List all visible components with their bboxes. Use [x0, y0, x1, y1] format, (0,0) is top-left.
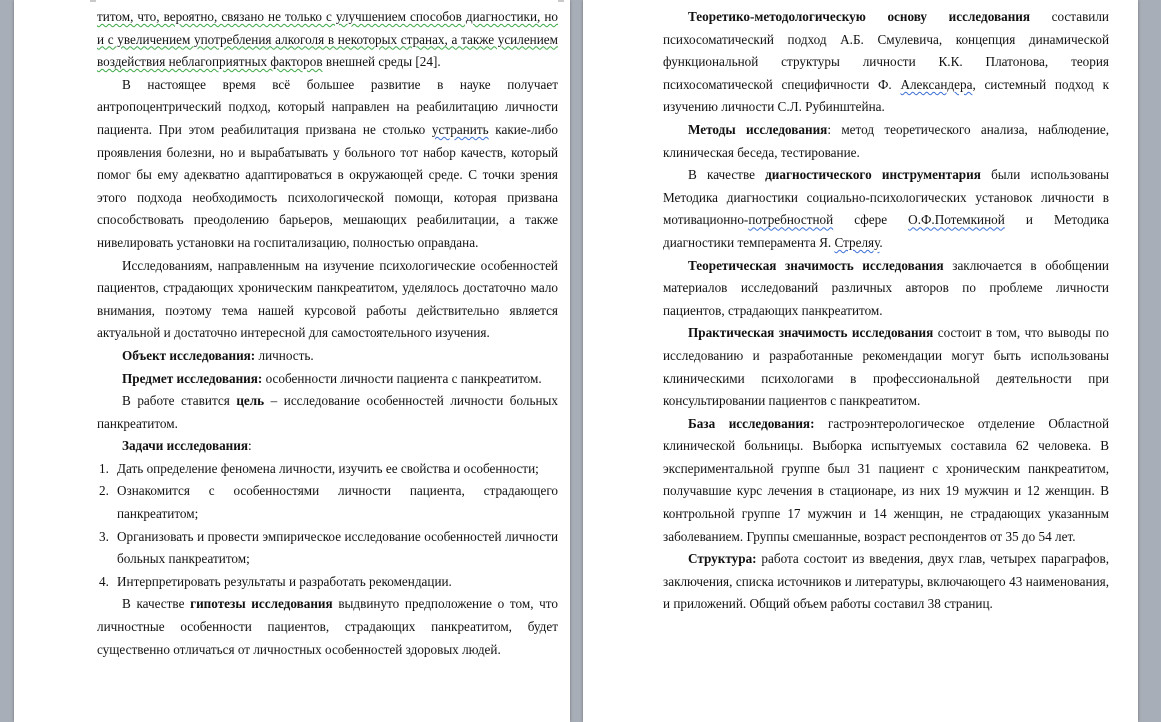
- bold-label: База исследования:: [688, 415, 815, 431]
- paragraph-text: какие-либо проявления болезни, но и вырабатывать у больного тот набор качеств, который помог бы ему адекватно адаптироваться в окружающей среде. С точки зрения этого подхода необходимость психологической помощи, которая призвана способствовать преодолению барьеров, мешающих реабилитации, а также нивелировать установки на госпитализацию, полностью оправдана.: [97, 121, 558, 250]
- paragraph-text: и Методика диагностики темперамента Я.: [663, 212, 1109, 250]
- paragraph-text: гастроэнтерологическое отделение Областной клинической больницы. Выборка испытуемых составила 62 человека. В экспериментальной группе был 31 пациент с хроническим панкреатитом, получавшие курс лечения в стационаре, из них 19 мужчин и 12 женщин. В контрольной группе 17 мужчин и 14 женщин, не страдающих указанным заболеванием. Группы смешанные, возраст респондентов от 35 до 54 лет.: [663, 415, 1109, 544]
- diagnostic-tools: [663, 164, 1109, 254]
- list-text: Дать определение феномена личности, изучить ее свойства и особенности;: [117, 460, 539, 476]
- document-page-left: [14, 0, 570, 722]
- list-text: Организовать и провести эмпирическое исследование особенностей личности больных панкреатитом;: [117, 528, 558, 567]
- bold-label: Практическая значимость исследования: [688, 325, 934, 341]
- paragraph-text: : метод теоретического анализа, наблюдение, клиническая беседа, тестирование.: [663, 121, 1109, 160]
- spelling-flagged-word: О.Ф.Потемкиной: [908, 212, 1005, 228]
- work-structure: [663, 548, 1109, 616]
- margin-marker: [90, 0, 96, 2]
- methodological-basis: [663, 6, 1109, 119]
- spelling-flagged-word: Стреляу: [834, 234, 880, 250]
- list-text: Интерпретировать результаты и разработать рекомендации.: [117, 573, 452, 589]
- paragraph-text: :: [248, 438, 252, 454]
- task-list-item: [97, 458, 558, 481]
- list-number: 4.: [99, 573, 109, 589]
- task-list-item: [97, 526, 558, 571]
- research-goal: [97, 390, 558, 435]
- research-subject: [97, 368, 558, 391]
- task-list-item: [97, 571, 558, 594]
- page-text-column: [663, 6, 1109, 616]
- paragraph-text: состоит в том, что выводы по исследованию и разработанные рекомендации могут быть использованы клиническими психологами в профессиональной деятельности при консультировании пациентов с панкреатитом.: [663, 325, 1109, 409]
- bold-label: Предмет исследования:: [122, 370, 263, 386]
- paragraph-text: , системный подход к изучению личности С.Л. Рубинштейна.: [663, 76, 1109, 115]
- bold-label: цель: [236, 393, 265, 409]
- paragraph-text: В работе ставится: [122, 393, 237, 409]
- page-text-column: [97, 6, 558, 661]
- grammar-flagged-text: титом, что, вероятно, связано не только с улучшением способов диагностики, но и с увеличением употребления алкоголя в некоторых странах, а также усилением воздействия неблагоприятных факторов: [97, 9, 558, 70]
- paragraph-text: – исследование особенностей личности больных панкреатитом.: [97, 393, 559, 431]
- research-methods: [663, 119, 1109, 164]
- list-number: 1.: [99, 460, 109, 476]
- bold-label: диагностического инструментария: [765, 167, 981, 183]
- paragraph-approach: [97, 74, 558, 255]
- paragraph-text: сфере: [833, 212, 909, 228]
- paragraph-text: составили психосоматический подход А.Б. Смулевича, концепция динамической функциональной структуры личности К.К. Платонова, теория психосоматической специфичности Ф.: [663, 9, 1109, 92]
- paragraph-text: В настоящее время всё большее развитие в науке получает антропоцентрический подход, который направлен на реабилитацию личности пациента. При этом реабилитация призвана не столько: [97, 76, 558, 137]
- paragraph-text: .: [879, 234, 883, 250]
- bold-label: Объект исследования:: [122, 347, 256, 363]
- research-object: [97, 345, 558, 368]
- paragraph-text: были использованы Методика диагностики социально-психологических установок личности в мотивационно-: [663, 167, 1109, 228]
- bold-label: Структура:: [688, 551, 757, 567]
- theoretical-significance: [663, 255, 1109, 323]
- bold-label: Задачи исследования: [122, 438, 248, 454]
- grammar-flagged-word: Александера: [900, 76, 973, 92]
- paragraph-text: В качестве: [688, 167, 766, 183]
- spelling-flagged-word: потребностной: [748, 212, 834, 228]
- bold-label: гипотезы исследования: [190, 596, 333, 612]
- paragraph-text: внешней среды [24].: [322, 54, 441, 70]
- bold-label: Теоретико-методологическую основу исследования: [688, 9, 1031, 24]
- document-page-right: [583, 0, 1138, 722]
- task-list-item: [97, 480, 558, 525]
- margin-marker: [558, 0, 564, 2]
- grammar-flagged-word: устранить: [431, 121, 489, 137]
- research-hypothesis: [97, 593, 558, 661]
- research-base: [663, 413, 1109, 549]
- bold-label: Теоретическая значимость исследования: [688, 257, 944, 273]
- paragraph-text: особенности личности пациента с панкреатитом.: [262, 370, 542, 386]
- paragraph-relevance: Исследованиям, направленным на изучение психологические особенностей пациентов, страдающих хроническим панкреатитом, уделялось достаточно мало внимания, поэтому тема нашей курсовой работы действительно является актуальной и достаточно интересной для самостоятельного изучения.: [97, 257, 558, 341]
- paragraph-text: В качестве: [122, 596, 191, 612]
- paragraph-text: работа состоит из введения, двух глав, четырех параграфов, заключения, списка источников и литературы, включающего 43 наименования, и приложений. Общий объем работы составил 38 страниц.: [663, 551, 1109, 612]
- paragraph-text: выдвинуто предположение о том, что личностные особенности пациентов, страдающих панкреатитом, будет существенно отличаться от личностных особенностей здоровых людей.: [97, 596, 558, 657]
- practical-significance: [663, 322, 1109, 412]
- paragraph-continuation: [97, 6, 558, 74]
- list-number: 3.: [99, 528, 109, 544]
- paragraph-text: личность.: [255, 347, 314, 363]
- tasks-heading: [97, 435, 558, 458]
- bold-label: Методы исследования: [688, 121, 828, 137]
- list-text: Ознакомится с особенностями личности пациента, страдающего панкреатитом;: [117, 483, 558, 522]
- paragraph-text: заключается в обобщении материалов исследований различных авторов по проблеме личности пациентов, страдающих панкреатитом.: [663, 257, 1109, 318]
- list-number: 2.: [99, 483, 109, 499]
